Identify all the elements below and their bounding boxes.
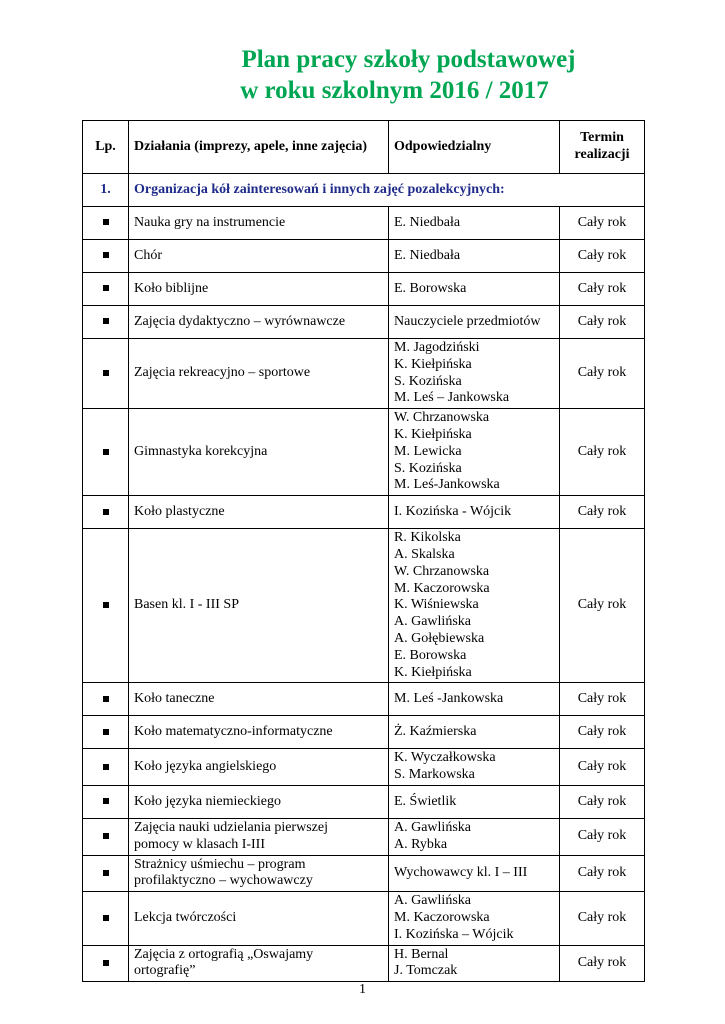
table-row [83,749,645,786]
bullet-icon [103,252,109,258]
row-activity [129,409,389,496]
row-term: Cały rok [560,785,645,818]
bullet-icon [103,602,109,608]
row-activity [129,716,389,749]
activity-line: Zajęcia rekreacyjno – sportowe [134,365,311,381]
bullet-icon [103,915,109,921]
bullet-icon [103,798,109,804]
row-term: Cały rok [560,273,645,306]
row-term: Cały rok [560,529,645,683]
table-row [83,683,645,716]
responsible-line: A. Skalska [394,546,455,562]
row-activity [129,818,389,855]
table-row [83,855,645,892]
row-responsible [389,818,560,855]
responsible-line: A. Gawlińska [394,893,471,909]
row-responsible [389,855,560,892]
table-row [83,409,645,496]
header-term-line2: realizacji [574,147,630,162]
table-row [83,273,645,306]
activity-line: Chór [134,247,162,263]
row-responsible [389,273,560,306]
table-row [83,785,645,818]
row-bullet-cell [83,785,129,818]
responsible-line: M. Kaczorowska [394,580,490,596]
table-row [83,496,645,529]
responsible-line: R. Kikolska [394,530,461,546]
responsible-line: I. Kozińska - Wójcik [394,503,512,519]
row-bullet-cell [83,892,129,945]
row-activity [129,892,389,945]
responsible-line: M. Kaczorowska [394,909,490,925]
row-responsible [389,683,560,716]
responsible-line: S. Kozińska [394,460,462,476]
row-activity [129,273,389,306]
responsible-line: A. Gawlińska [394,614,471,630]
row-bullet-cell [83,240,129,273]
table-row [83,207,645,240]
row-responsible [389,496,560,529]
row-bullet-cell [83,496,129,529]
row-term: Cały rok [560,496,645,529]
row-responsible [389,409,560,496]
row-bullet-cell [83,306,129,339]
bullet-icon [103,318,109,324]
responsible-line: E. Niedbała [394,247,461,263]
bullet-icon [103,696,109,702]
row-responsible [389,207,560,240]
row-bullet-cell [83,945,129,982]
bullet-icon [103,833,109,839]
table-row [83,945,645,982]
responsible-line: M. Leś -Jankowska [394,690,504,706]
row-activity [129,785,389,818]
row-responsible [389,240,560,273]
responsible-line: K. Wiśniewska [394,597,479,613]
bullet-icon [103,509,109,515]
row-activity [129,339,389,409]
row-bullet-cell [83,409,129,496]
responsible-line: Nauczyciele przedmiotów [394,313,541,329]
responsible-line: H. Bernal [394,946,449,962]
responsible-line: A. Rybka [394,836,448,852]
responsible-line: Ż. Kaźmierska [394,723,477,739]
row-bullet-cell [83,818,129,855]
row-bullet-cell [83,716,129,749]
row-responsible [389,306,560,339]
header-term [560,121,645,174]
responsible-line: A. Gawlińska [394,819,471,835]
row-activity [129,855,389,892]
responsible-line: E. Świetlik [394,793,457,809]
responsible-line: Wychowawcy kl. I – III [394,864,528,880]
row-activity [129,683,389,716]
row-responsible [389,529,560,683]
row-bullet-cell [83,273,129,306]
header-lp: Lp. [83,121,129,174]
responsible-line: E. Niedbała [394,214,461,230]
activity-line: Koło plastyczne [134,503,225,519]
row-activity [129,529,389,683]
row-term: Cały rok [560,716,645,749]
row-term: Cały rok [560,409,645,496]
activity-line: pomocy w klasach I-III [134,836,266,852]
responsible-line: S. Markowska [394,767,475,783]
activity-line: Basen kl. I - III SP [134,597,239,613]
bullet-icon [103,285,109,291]
responsible-line: W. Chrzanowska [394,410,490,426]
responsible-line: E. Borowska [394,647,467,663]
title-line-1: Plan pracy szkoły podstawowej [241,46,576,73]
row-activity [129,207,389,240]
row-responsible [389,749,560,786]
responsible-line: K. Kiełpińska [394,356,472,372]
table-row [83,339,645,409]
responsible-line: K. Wyczałkowska [394,750,496,766]
table-row [83,529,645,683]
table-row [83,716,645,749]
activity-line: Nauka gry na instrumencie [134,214,286,230]
row-term: Cały rok [560,683,645,716]
responsible-line: S. Kozińska [394,373,462,389]
bullet-icon [103,370,109,376]
header-activity: Działania (imprezy, apele, inne zajęcia) [129,121,389,174]
responsible-line: M. Leś – Jankowska [394,390,510,406]
responsible-line: K. Kiełpińska [394,426,472,442]
table-row [83,240,645,273]
responsible-line: J. Tomczak [394,963,458,979]
responsible-line: M. Jagodziński [394,340,480,355]
row-bullet-cell [83,683,129,716]
row-term: Cały rok [560,207,645,240]
activity-line: Strażnicy uśmiechu – program [134,856,306,872]
document-title [0,44,725,106]
row-activity [129,496,389,529]
plan-table [82,120,645,982]
row-activity [129,306,389,339]
row-bullet-cell [83,855,129,892]
row-term: Cały rok [560,306,645,339]
bullet-icon [103,449,109,455]
header-responsible: Odpowiedzialny [389,121,560,174]
responsible-line: E. Borowska [394,280,467,296]
bullet-icon [103,870,109,876]
row-term: Cały rok [560,892,645,945]
row-activity [129,240,389,273]
page-number: 1 [359,982,366,997]
responsible-line: M. Leś-Jankowska [394,477,500,493]
row-term: Cały rok [560,749,645,786]
activity-line: Zajęcia dydaktyczno – wyrównawcze [134,313,346,329]
activity-line: ortografię” [134,963,196,979]
row-responsible [389,785,560,818]
activity-line: Zajęcia nauki udzielania pierwszej [134,819,328,835]
table-row [83,818,645,855]
bullet-icon [103,219,109,225]
title-line-2: w roku szkolnym 2016 / 2017 [240,77,549,104]
table-row [83,892,645,945]
activity-line: Lekcja twórczości [134,909,237,925]
bullet-icon [103,729,109,735]
row-responsible [389,716,560,749]
responsible-line: W. Chrzanowska [394,563,490,579]
activity-line: Koło języka angielskiego [134,758,277,774]
row-term: Cały rok [560,855,645,892]
row-bullet-cell [83,339,129,409]
section-title: Organizacja kół zainteresowań i innych zajęć pozalekcyjnych: [129,174,645,207]
table-header-row [83,121,645,174]
responsible-line: K. Kiełpińska [394,664,472,680]
section-row [83,174,645,207]
responsible-line: A. Gołębiewska [394,630,485,646]
activity-line: Zajęcia z ortografią „Oswajamy [134,946,314,962]
table-row [83,306,645,339]
row-term: Cały rok [560,818,645,855]
row-bullet-cell [83,529,129,683]
header-term-line1: Termin [580,130,624,146]
responsible-line: I. Kozińska – Wójcik [394,926,514,942]
activity-line: Koło matematyczno-informatyczne [134,723,333,739]
activity-line: Koło taneczne [134,690,215,706]
activity-line: Gimnastyka korekcyjna [134,443,268,459]
activity-line: Koło języka niemieckiego [134,793,281,809]
row-responsible [389,945,560,982]
row-term: Cały rok [560,240,645,273]
bullet-icon [103,960,109,966]
section-number: 1. [83,174,129,207]
row-activity [129,749,389,786]
row-bullet-cell [83,207,129,240]
responsible-line: M. Lewicka [394,443,462,459]
row-term: Cały rok [560,945,645,982]
bullet-icon [103,764,109,770]
row-bullet-cell [83,749,129,786]
row-responsible [389,339,560,409]
row-activity [129,945,389,982]
activity-line: Koło biblijne [134,280,209,296]
activity-line: profilaktyczno – wychowawczy [134,873,313,889]
row-responsible [389,892,560,945]
row-term: Cały rok [560,339,645,409]
